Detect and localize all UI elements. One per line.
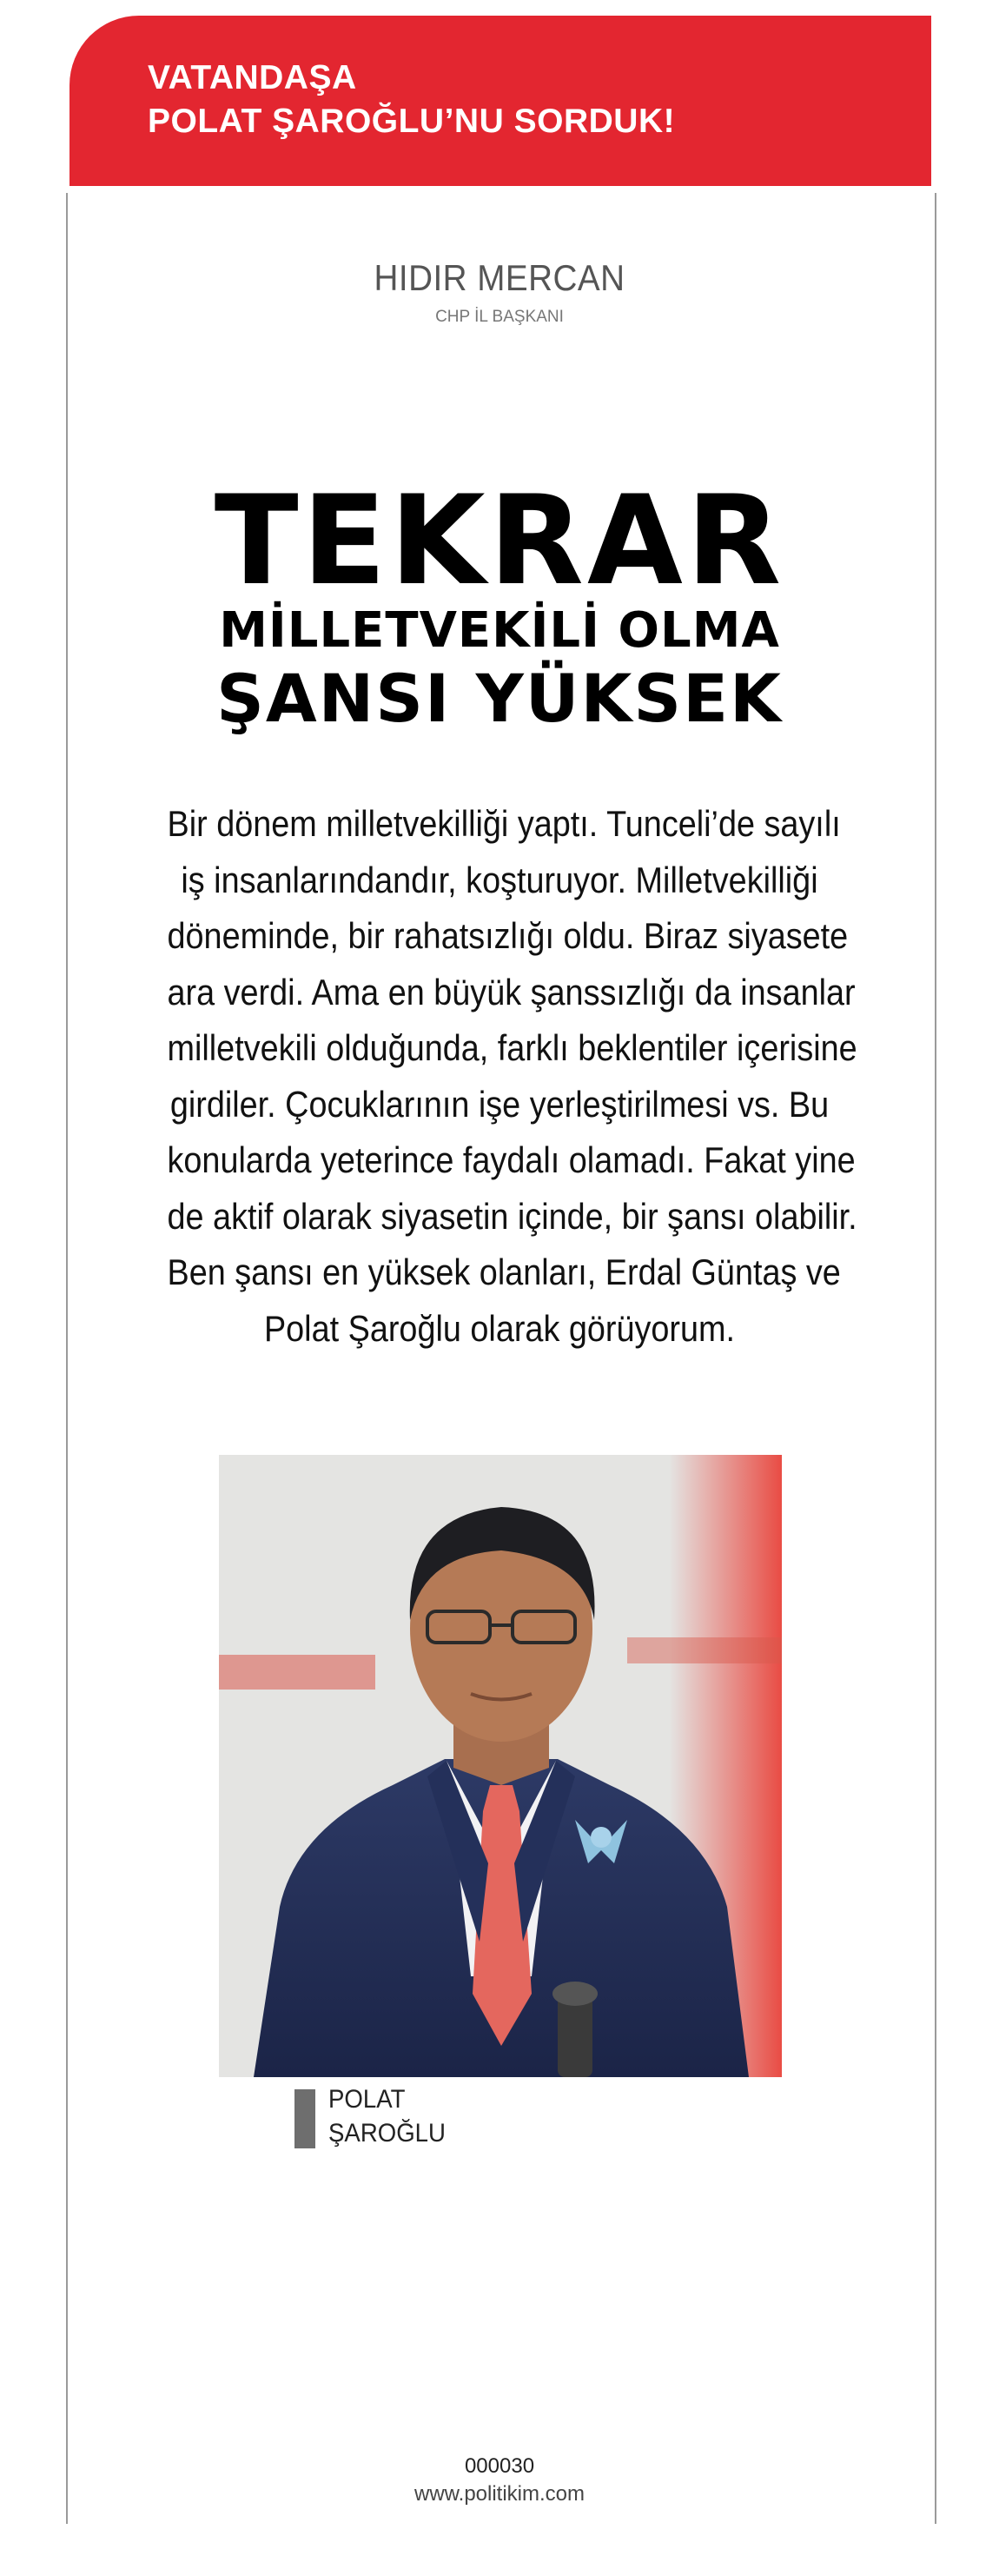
- body-line: Polat Şaroğlu olarak görüyorum.: [263, 1307, 736, 1349]
- body-line: Ben şansı en yüksek olanları, Erdal Güntaş ve: [167, 1251, 841, 1292]
- body-line: Bir dönem milletvekilliği yaptı. Tunceli’de sayılı: [167, 803, 841, 844]
- headline-line-2: MİLLETVEKİLİ OLMA: [219, 602, 780, 659]
- headline-line-3: ŞANSI YÜKSEK: [216, 660, 783, 737]
- article-body: [130, 796, 869, 1357]
- portrait-photo: [219, 1455, 782, 2077]
- photo-caption-line-2: ŞAROĞLU: [328, 2119, 446, 2148]
- page-number: 000030: [464, 2454, 535, 2478]
- author-name: HIDIR MERCAN: [374, 257, 625, 298]
- body-line: döneminde, bir rahatsızlığı oldu. Biraz siyasete: [167, 915, 849, 956]
- body-line: konularda yeterince faydalı olamadı. Fakat yine: [167, 1139, 856, 1180]
- header-line-1: VATANDAŞA: [148, 59, 357, 96]
- photo-caption-line-1: POLAT: [328, 2085, 406, 2114]
- body-line: iş insanlarındandır, koşturuyor. Milletvekilliği: [181, 859, 818, 900]
- portrait-illustration: [219, 1455, 782, 2077]
- body-line: girdiler. Çocuklarının işe yerleştirilmesi vs. Bu: [169, 1083, 830, 1125]
- header-line-2: POLAT ŞAROĞLU’NU SORDUK!: [148, 103, 676, 140]
- headline-line-1: TEKRAR: [214, 469, 785, 613]
- header-banner: [69, 16, 931, 186]
- author-role: CHP İL BAŞKANI: [435, 308, 564, 326]
- body-line: milletvekili olduğunda, farklı beklentiler içerisine: [167, 1027, 857, 1068]
- website-link[interactable]: www.politikim.com: [413, 2482, 586, 2506]
- body-line: de aktif olarak siyasetin içinde, bir şansı olabilir.: [167, 1195, 857, 1237]
- caption-accent-bar: [294, 2089, 315, 2148]
- body-line: ara verdi. Ama en büyük şanssızlığı da insanlar: [167, 971, 856, 1012]
